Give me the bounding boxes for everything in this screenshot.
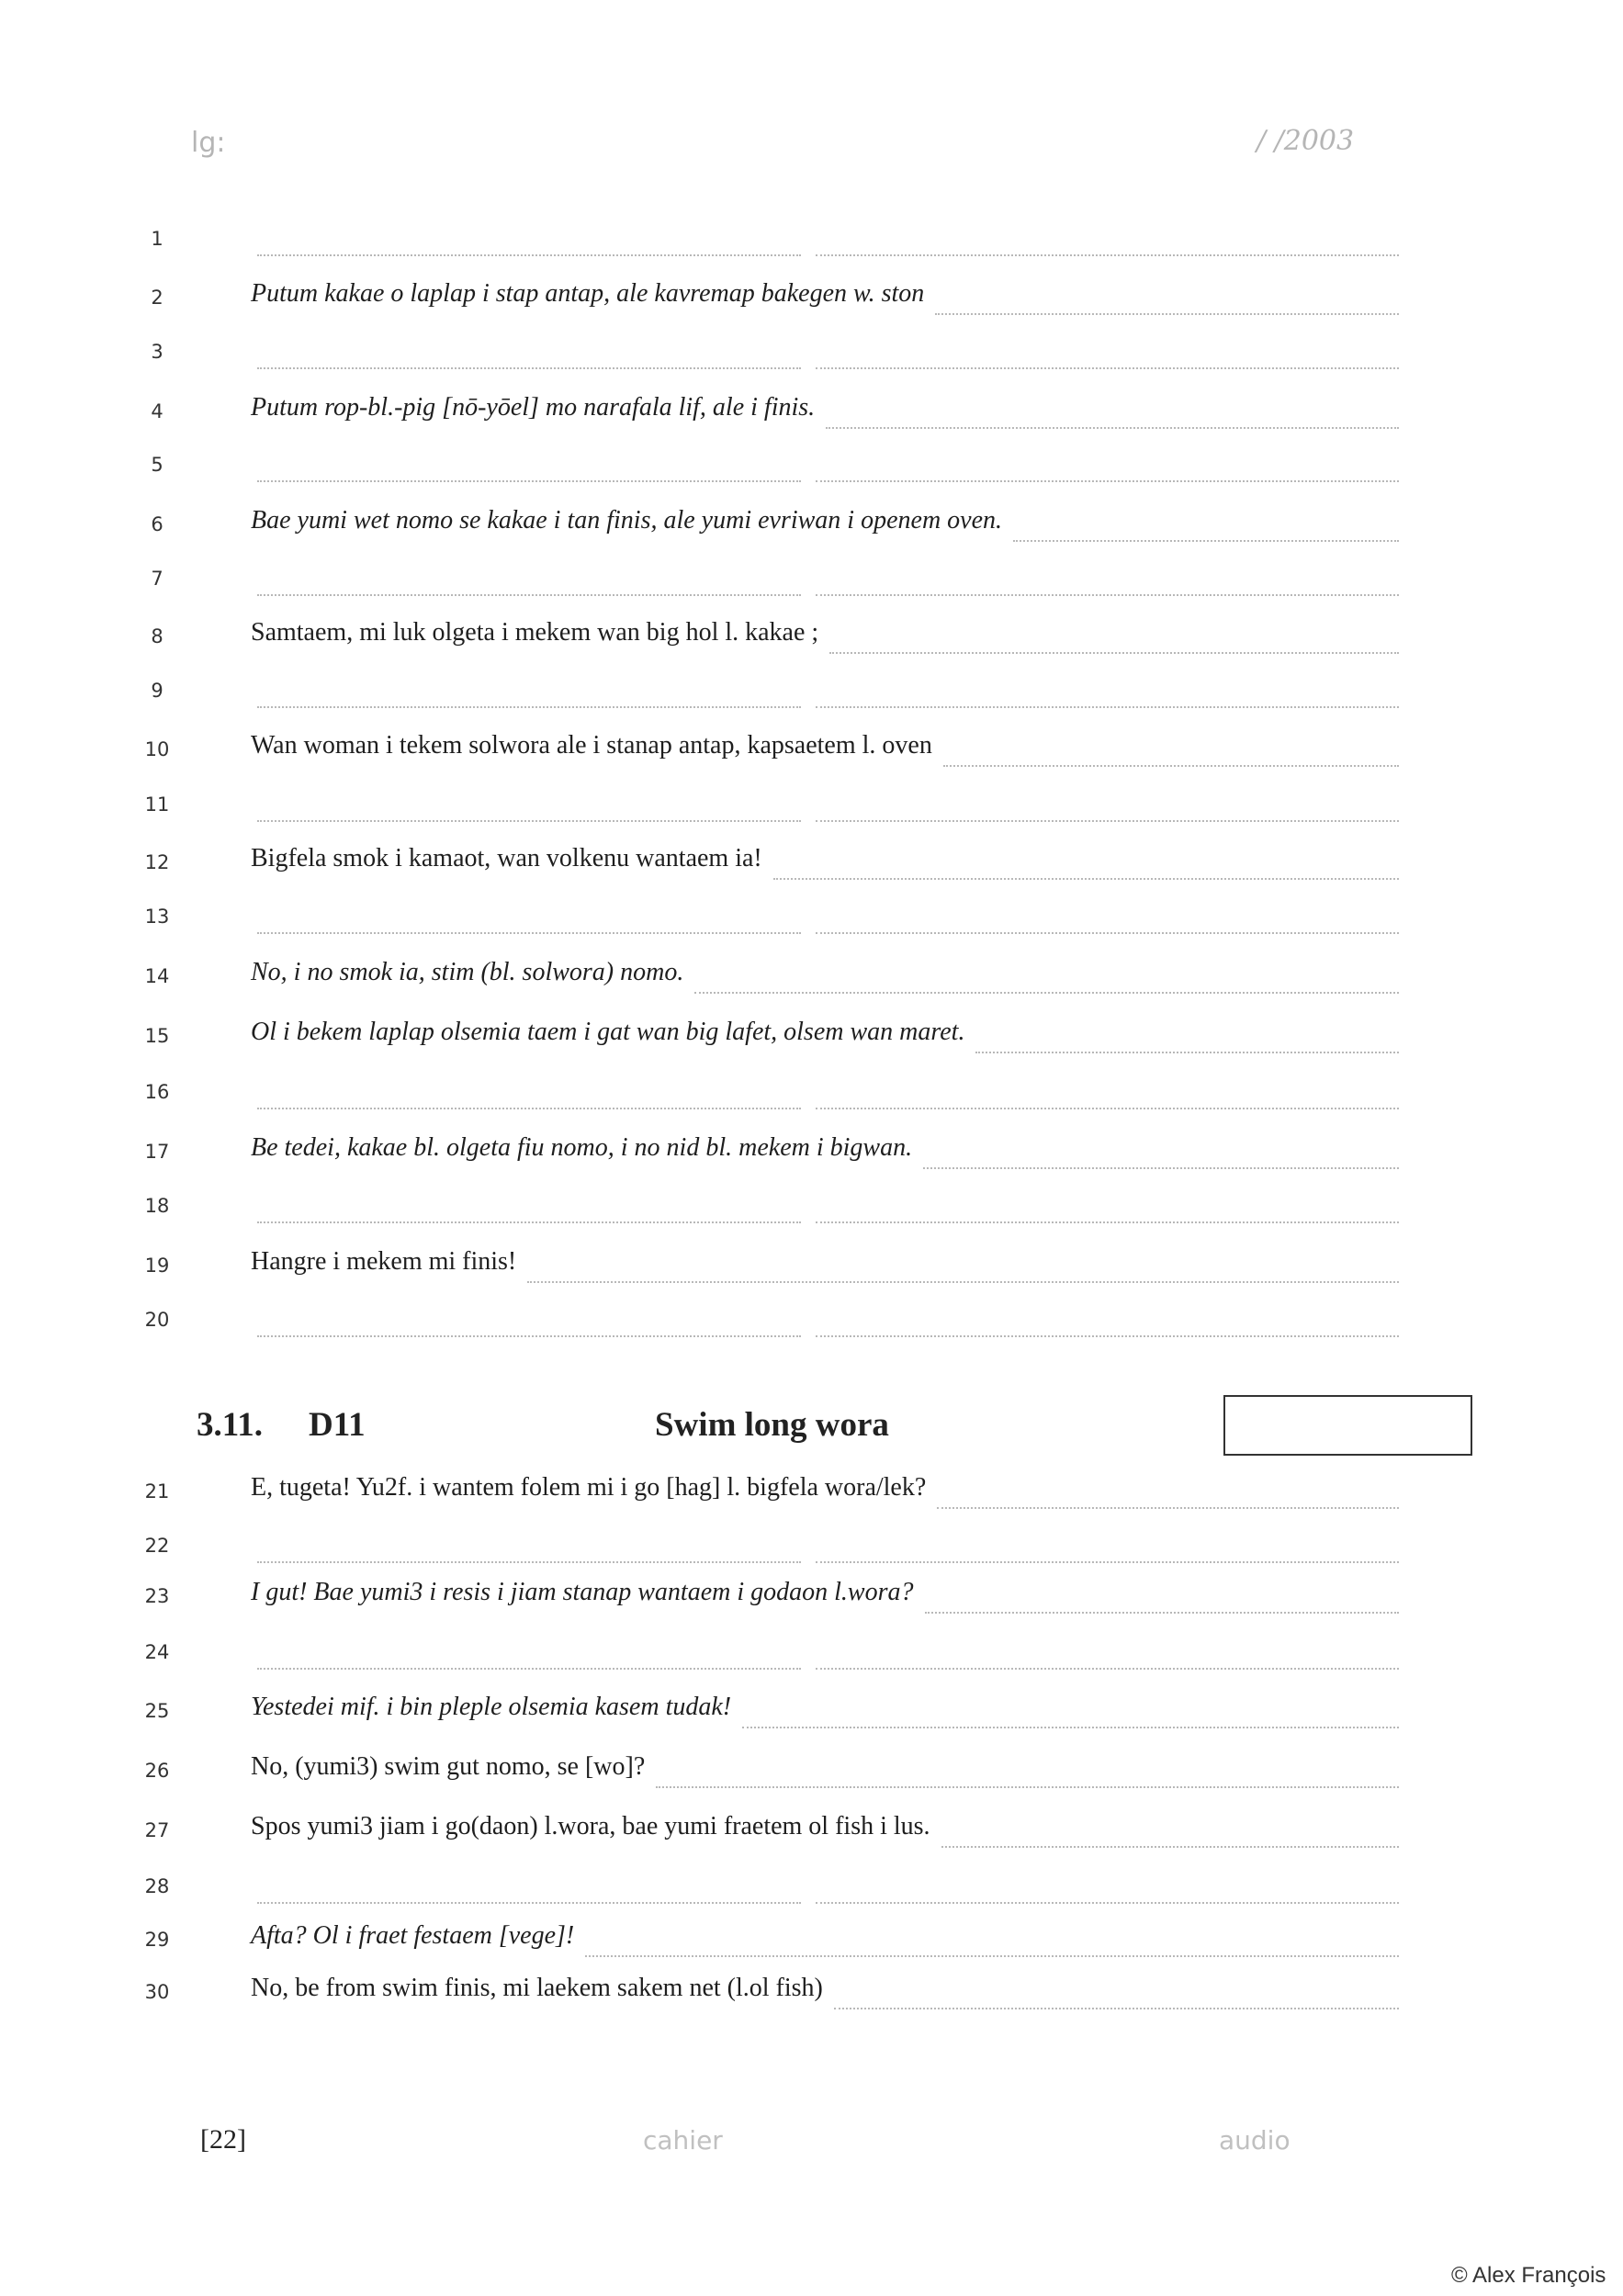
answer-blank[interactable] (257, 820, 801, 822)
line-number: 26 (144, 1760, 170, 1782)
cahier-label: cahier (643, 2125, 723, 2155)
answer-blank[interactable] (816, 367, 1399, 369)
answer-blank[interactable] (816, 1668, 1399, 1670)
answer-blank[interactable] (257, 594, 801, 596)
line-text: Be tedei, kakae bl. olgeta fiu nomo, i no nid bl. mekem i bigwan. (251, 1133, 913, 1162)
line-number: 11 (144, 793, 170, 816)
date-field: / /2003 (1257, 125, 1355, 157)
answer-blank[interactable] (975, 1052, 1399, 1053)
section-code: D11 (309, 1406, 366, 1444)
line-19 (0, 1242, 1623, 1297)
line-27 (0, 1806, 1623, 1862)
line-text: Bigfela smok i kamaot, wan volkenu wantaem ia! (251, 844, 762, 872)
line-20 (0, 1296, 1623, 1351)
section-title: Swim long wora (655, 1406, 889, 1444)
answer-blank[interactable] (816, 1561, 1399, 1563)
line-number: 14 (144, 965, 170, 987)
answer-blank[interactable] (816, 1335, 1399, 1337)
line-number: 1 (151, 228, 163, 250)
line-number: 24 (144, 1641, 170, 1663)
line-3 (0, 328, 1623, 383)
line-text: Wan woman i tekem solwora ale i stanap antap, kapsaetem l. oven (251, 731, 932, 760)
line-number: 3 (151, 341, 163, 363)
answer-blank[interactable] (257, 1221, 801, 1223)
line-9 (0, 667, 1623, 722)
line-number: 7 (151, 568, 163, 590)
line-number: 19 (144, 1255, 170, 1277)
line-text: No, i no smok ia, stim (bl. solwora) nomo. (251, 958, 684, 986)
answer-blank[interactable] (694, 992, 1399, 994)
line-text: Putum rop-bl.-pig [nō-yōel] mo narafala lif, ale i finis. (251, 393, 816, 422)
line-8 (0, 613, 1623, 668)
answer-blank[interactable] (941, 1846, 1399, 1848)
audio-label: audio (1219, 2125, 1291, 2155)
line-text: Afta? Ol i fraet festaem [vege]! (251, 1921, 575, 1950)
answer-blank[interactable] (257, 367, 801, 369)
answer-blank[interactable] (257, 1668, 801, 1670)
answer-blank[interactable] (773, 878, 1399, 880)
answer-blank[interactable] (656, 1786, 1399, 1788)
line-number: 15 (144, 1025, 170, 1047)
line-text: No, (yumi3) swim gut nomo, se [wo]? (251, 1752, 646, 1781)
section-number: 3.11. (197, 1406, 263, 1444)
answer-blank[interactable] (257, 1108, 801, 1109)
answer-blank[interactable] (257, 1561, 801, 1563)
line-10 (0, 726, 1623, 781)
line-11 (0, 781, 1623, 836)
line-number: 6 (151, 513, 163, 535)
line-16 (0, 1068, 1623, 1123)
line-number: 12 (144, 851, 170, 873)
line-number: 9 (151, 680, 163, 702)
answer-blank[interactable] (742, 1727, 1399, 1728)
line-17 (0, 1128, 1623, 1183)
line-12 (0, 838, 1623, 894)
line-4 (0, 388, 1623, 443)
answer-blank[interactable] (816, 594, 1399, 596)
line-number: 23 (144, 1585, 170, 1607)
line-18 (0, 1182, 1623, 1237)
answer-blank[interactable] (257, 1902, 801, 1904)
line-1 (0, 215, 1623, 270)
line-number: 25 (144, 1700, 170, 1722)
section-box (1223, 1395, 1472, 1456)
line-number: 18 (144, 1195, 170, 1217)
line-29 (0, 1916, 1623, 1971)
answer-blank[interactable] (829, 652, 1399, 654)
line-28 (0, 1863, 1623, 1918)
answer-blank[interactable] (826, 427, 1399, 429)
answer-blank[interactable] (257, 1335, 801, 1337)
line-21 (0, 1468, 1623, 1523)
page-number: [22] (200, 2124, 246, 2155)
line-text: E, tugeta! Yu2f. i wantem folem mi i go [hag] l. bigfela wora/lek? (251, 1473, 927, 1502)
line-15 (0, 1012, 1623, 1067)
line-text: Samtaem, mi luk olgeta i mekem wan big hol l. kakae ; (251, 618, 819, 647)
line-text: Hangre i mekem mi finis! (251, 1247, 517, 1276)
copyright: © Alex François (1451, 2263, 1606, 2288)
language-label: lg: (191, 127, 226, 159)
line-number: 4 (151, 400, 163, 422)
line-text: Ol i bekem laplap olsemia taem i gat wan big lafet, olsem wan maret. (251, 1018, 965, 1046)
answer-blank[interactable] (257, 706, 801, 708)
answer-blank[interactable] (816, 480, 1399, 482)
line-number: 28 (144, 1875, 170, 1897)
line-number: 20 (144, 1309, 170, 1331)
line-text: I gut! Bae yumi3 i resis i jiam stanap wantaem i godaon l.wora? (251, 1578, 914, 1606)
line-22 (0, 1522, 1623, 1577)
line-14 (0, 952, 1623, 1007)
line-30 (0, 1968, 1623, 2023)
line-number: 22 (144, 1535, 170, 1557)
line-text: Spos yumi3 jiam i go(daon) l.wora, bae yumi fraetem ol fish i lus. (251, 1812, 930, 1840)
line-text: Putum kakae o laplap i stap antap, ale kavremap bakegen w. ston (251, 279, 925, 308)
answer-blank[interactable] (925, 1612, 1399, 1614)
line-2 (0, 274, 1623, 329)
line-text: Yestedei mif. i bin pleple olsemia kasem tudak! (251, 1693, 732, 1721)
line-7 (0, 555, 1623, 610)
line-number: 13 (144, 906, 170, 928)
line-6 (0, 501, 1623, 556)
line-24 (0, 1628, 1623, 1683)
answer-blank[interactable] (816, 932, 1399, 934)
answer-blank[interactable] (937, 1507, 1399, 1509)
line-13 (0, 893, 1623, 948)
answer-blank[interactable] (816, 1221, 1399, 1223)
answer-blank[interactable] (816, 1902, 1399, 1904)
answer-blank[interactable] (257, 254, 801, 256)
line-number: 5 (151, 454, 163, 476)
line-number: 30 (144, 1981, 170, 2003)
line-number: 2 (151, 287, 163, 309)
line-text: No, be from swim finis, mi laekem sakem net (l.ol fish) (251, 1974, 823, 2002)
line-number: 16 (144, 1081, 170, 1103)
line-number: 10 (144, 738, 170, 760)
answer-blank[interactable] (834, 2008, 1399, 2009)
answer-blank[interactable] (816, 820, 1399, 822)
line-number: 27 (144, 1819, 170, 1841)
line-23 (0, 1572, 1623, 1627)
line-5 (0, 441, 1623, 496)
answer-blank[interactable] (816, 254, 1399, 256)
answer-blank[interactable] (1013, 540, 1399, 542)
answer-blank[interactable] (527, 1281, 1399, 1283)
answer-blank[interactable] (257, 480, 801, 482)
line-number: 29 (144, 1929, 170, 1951)
answer-blank[interactable] (816, 1108, 1399, 1109)
answer-blank[interactable] (257, 932, 801, 934)
line-26 (0, 1747, 1623, 1802)
line-number: 8 (151, 625, 163, 647)
line-number: 17 (144, 1141, 170, 1163)
answer-blank[interactable] (585, 1955, 1399, 1957)
line-25 (0, 1687, 1623, 1742)
answer-blank[interactable] (923, 1167, 1399, 1169)
line-text: Bae yumi wet nomo se kakae i tan finis, ale yumi evriwan i openem oven. (251, 506, 1003, 535)
answer-blank[interactable] (935, 313, 1399, 315)
answer-blank[interactable] (943, 765, 1399, 767)
answer-blank[interactable] (816, 706, 1399, 708)
line-number: 21 (144, 1480, 170, 1503)
